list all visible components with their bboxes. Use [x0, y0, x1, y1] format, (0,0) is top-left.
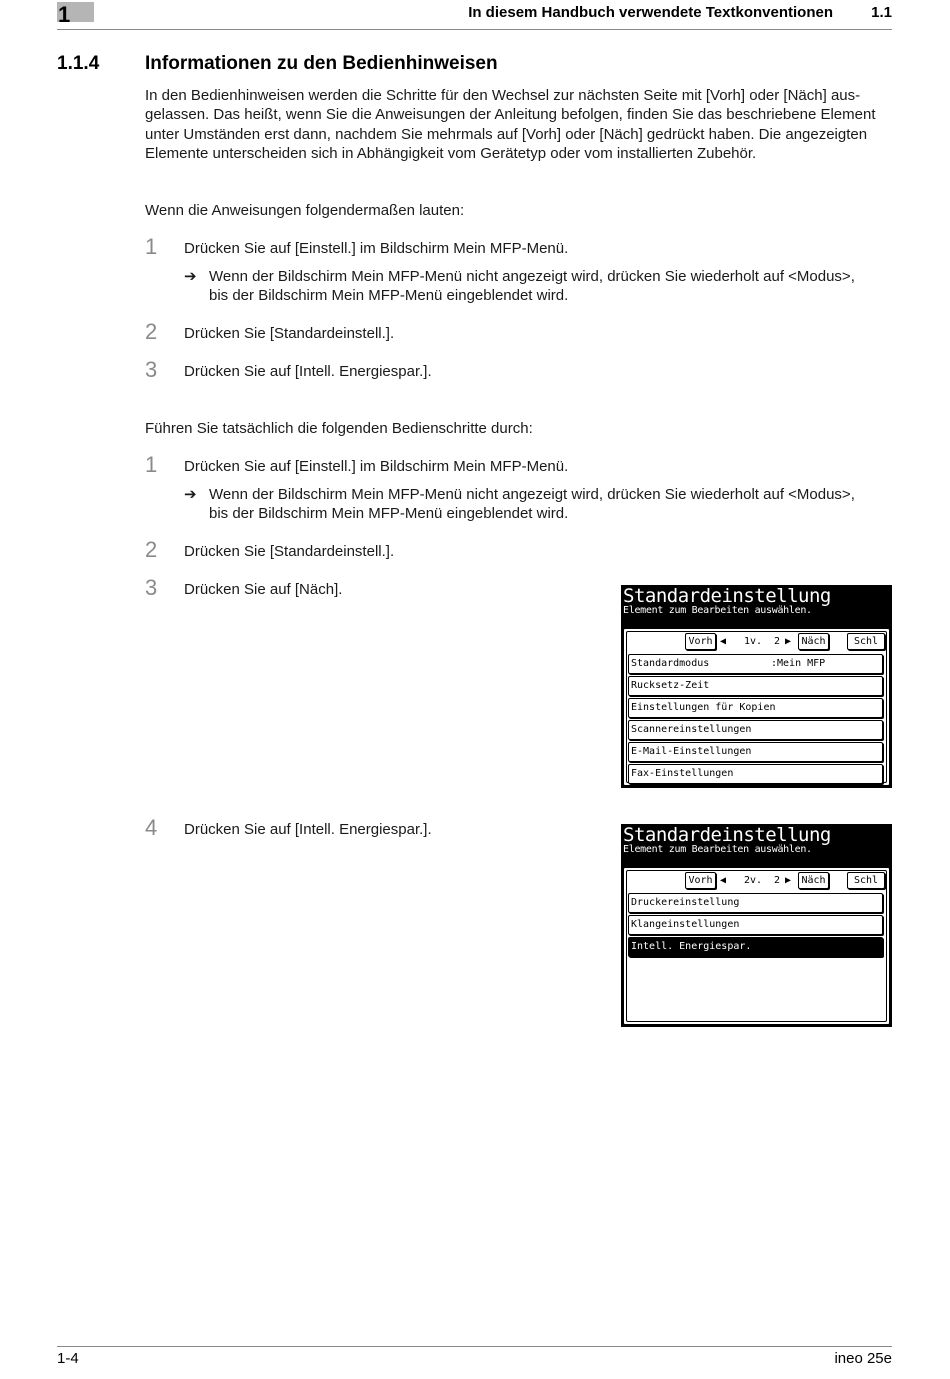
intro-line: unter Umständen erst dann, nachdem Sie mehrmals auf [Vorh] oder [Näch] gedrückt haben. Die angezeigten	[145, 125, 868, 143]
step-text: Drücken Sie auf [Einstell.] im Bildschirm Mein MFP-Menü.	[184, 458, 569, 475]
menu-item-drucker[interactable]: Druckereinstellung	[628, 893, 883, 913]
device-screen-page1	[621, 585, 892, 788]
header-title: In diesem Handbuch verwendete Textkonventionen	[468, 4, 833, 21]
block2-lead: Führen Sie tatsächlich die folgenden Bedienschritte durch:	[145, 420, 533, 437]
menu-item-email[interactable]: E-Mail-Einstellungen	[628, 742, 883, 762]
step-subnote	[209, 267, 899, 306]
step-text: Drücken Sie auf [Intell. Energiespar.].	[184, 821, 432, 838]
page-total: 2	[774, 875, 781, 886]
next-button[interactable]: Näch	[798, 633, 829, 650]
intro-line: gelassen. Das heißt, wenn Sie die Anweisungen der Anleitung befolgen, finden Sie das beschriebene Element	[145, 106, 876, 124]
menu-item-standardmodus[interactable]	[628, 654, 883, 674]
step-number: 3	[145, 575, 158, 600]
block1-lead: Wenn die Anweisungen folgendermaßen lauten:	[145, 202, 465, 219]
next-arrow-icon: ▶	[785, 875, 792, 886]
page-total: 2	[774, 636, 781, 647]
menu-item-ruecksetz-zeit[interactable]: Rucksetz-Zeit	[628, 676, 883, 696]
step-text: Drücken Sie [Standardeinstell.].	[184, 543, 395, 560]
menu-item-klang[interactable]: Klangeinstellungen	[628, 915, 883, 935]
step-number: 1	[145, 452, 158, 477]
step-number: 3	[145, 357, 158, 382]
next-arrow-icon: ▶	[785, 636, 792, 647]
prev-button[interactable]: Vorh	[685, 633, 716, 650]
section-number: 1.1.4	[57, 53, 100, 74]
screen-title: Standardeinstellung	[623, 585, 831, 607]
next-button[interactable]: Näch	[798, 872, 829, 889]
intro-line: In den Bedienhinweisen werden die Schritte für den Wechsel zur nächsten Seite mit [Vorh] oder [Näch] aus-	[145, 87, 861, 104]
subnote-line: bis der Bildschirm Mein MFP-Menü eingeblendet wird.	[209, 287, 569, 305]
screen-panel	[623, 628, 890, 786]
section-title: Informationen zu den Bedienhinweisen	[145, 53, 498, 74]
step-text: Drücken Sie auf [Näch].	[184, 581, 343, 598]
prev-arrow-icon: ◀	[720, 636, 727, 647]
subnote-line: Wenn der Bildschirm Mein MFP-Menü nicht angezeigt wird, drücken Sie wiederholt auf <Modus>,	[209, 268, 855, 285]
product-name: ineo 25e	[834, 1350, 892, 1367]
menu-item-kopien[interactable]: Einstellungen für Kopien	[628, 698, 883, 718]
menu-item-fax[interactable]: Fax-Einstellungen	[628, 764, 883, 784]
step-number: 1	[145, 234, 158, 259]
step-text: Drücken Sie auf [Intell. Energiespar.].	[184, 363, 432, 380]
menu-item-value: :Mein MFP	[771, 658, 826, 669]
device-screen-page2	[621, 824, 892, 1027]
close-button[interactable]: Schl	[847, 872, 885, 889]
screen-title: Standardeinstellung	[623, 824, 831, 846]
menu-item-label: Standardmodus	[631, 658, 710, 669]
header-section: 1.1	[871, 4, 892, 21]
arrow-icon: ➔	[184, 486, 197, 503]
step-number: 2	[145, 537, 158, 562]
prev-button[interactable]: Vorh	[685, 872, 716, 889]
step-text: Drücken Sie [Standardeinstell.].	[184, 325, 395, 342]
screen-subtitle: Element zum Bearbeiten auswählen.	[623, 605, 812, 616]
page-number: 1-4	[57, 1350, 79, 1367]
prev-arrow-icon: ◀	[720, 875, 727, 886]
step-number: 4	[145, 815, 158, 840]
header-rule	[57, 29, 892, 30]
menu-item-scanner[interactable]: Scannereinstellungen	[628, 720, 883, 740]
page-indicator: 1v.	[744, 636, 763, 647]
screen-subtitle: Element zum Bearbeiten auswählen.	[623, 844, 812, 855]
step-text: Drücken Sie auf [Einstell.] im Bildschirm Mein MFP-Menü.	[184, 240, 569, 257]
page-indicator: 2v.	[744, 875, 763, 886]
subnote-line: Wenn der Bildschirm Mein MFP-Menü nicht angezeigt wird, drücken Sie wiederholt auf <Modus>,	[209, 486, 855, 503]
arrow-icon: ➔	[184, 268, 197, 285]
footer-rule	[57, 1346, 892, 1347]
chapter-number: 1	[58, 2, 71, 27]
intro-paragraph	[145, 86, 893, 163]
screen-panel	[623, 867, 890, 1025]
step-subnote	[209, 485, 899, 524]
intro-line: Elemente unterscheiden sich in Abhängigkeit vom Gerätetyp oder vom installierten Zubehör.	[145, 144, 757, 162]
close-button[interactable]: Schl	[847, 633, 885, 650]
subnote-line: bis der Bildschirm Mein MFP-Menü eingeblendet wird.	[209, 505, 569, 523]
menu-item-energiespar-selected[interactable]: Intell. Energiespar.	[628, 937, 883, 957]
step-number: 2	[145, 319, 158, 344]
